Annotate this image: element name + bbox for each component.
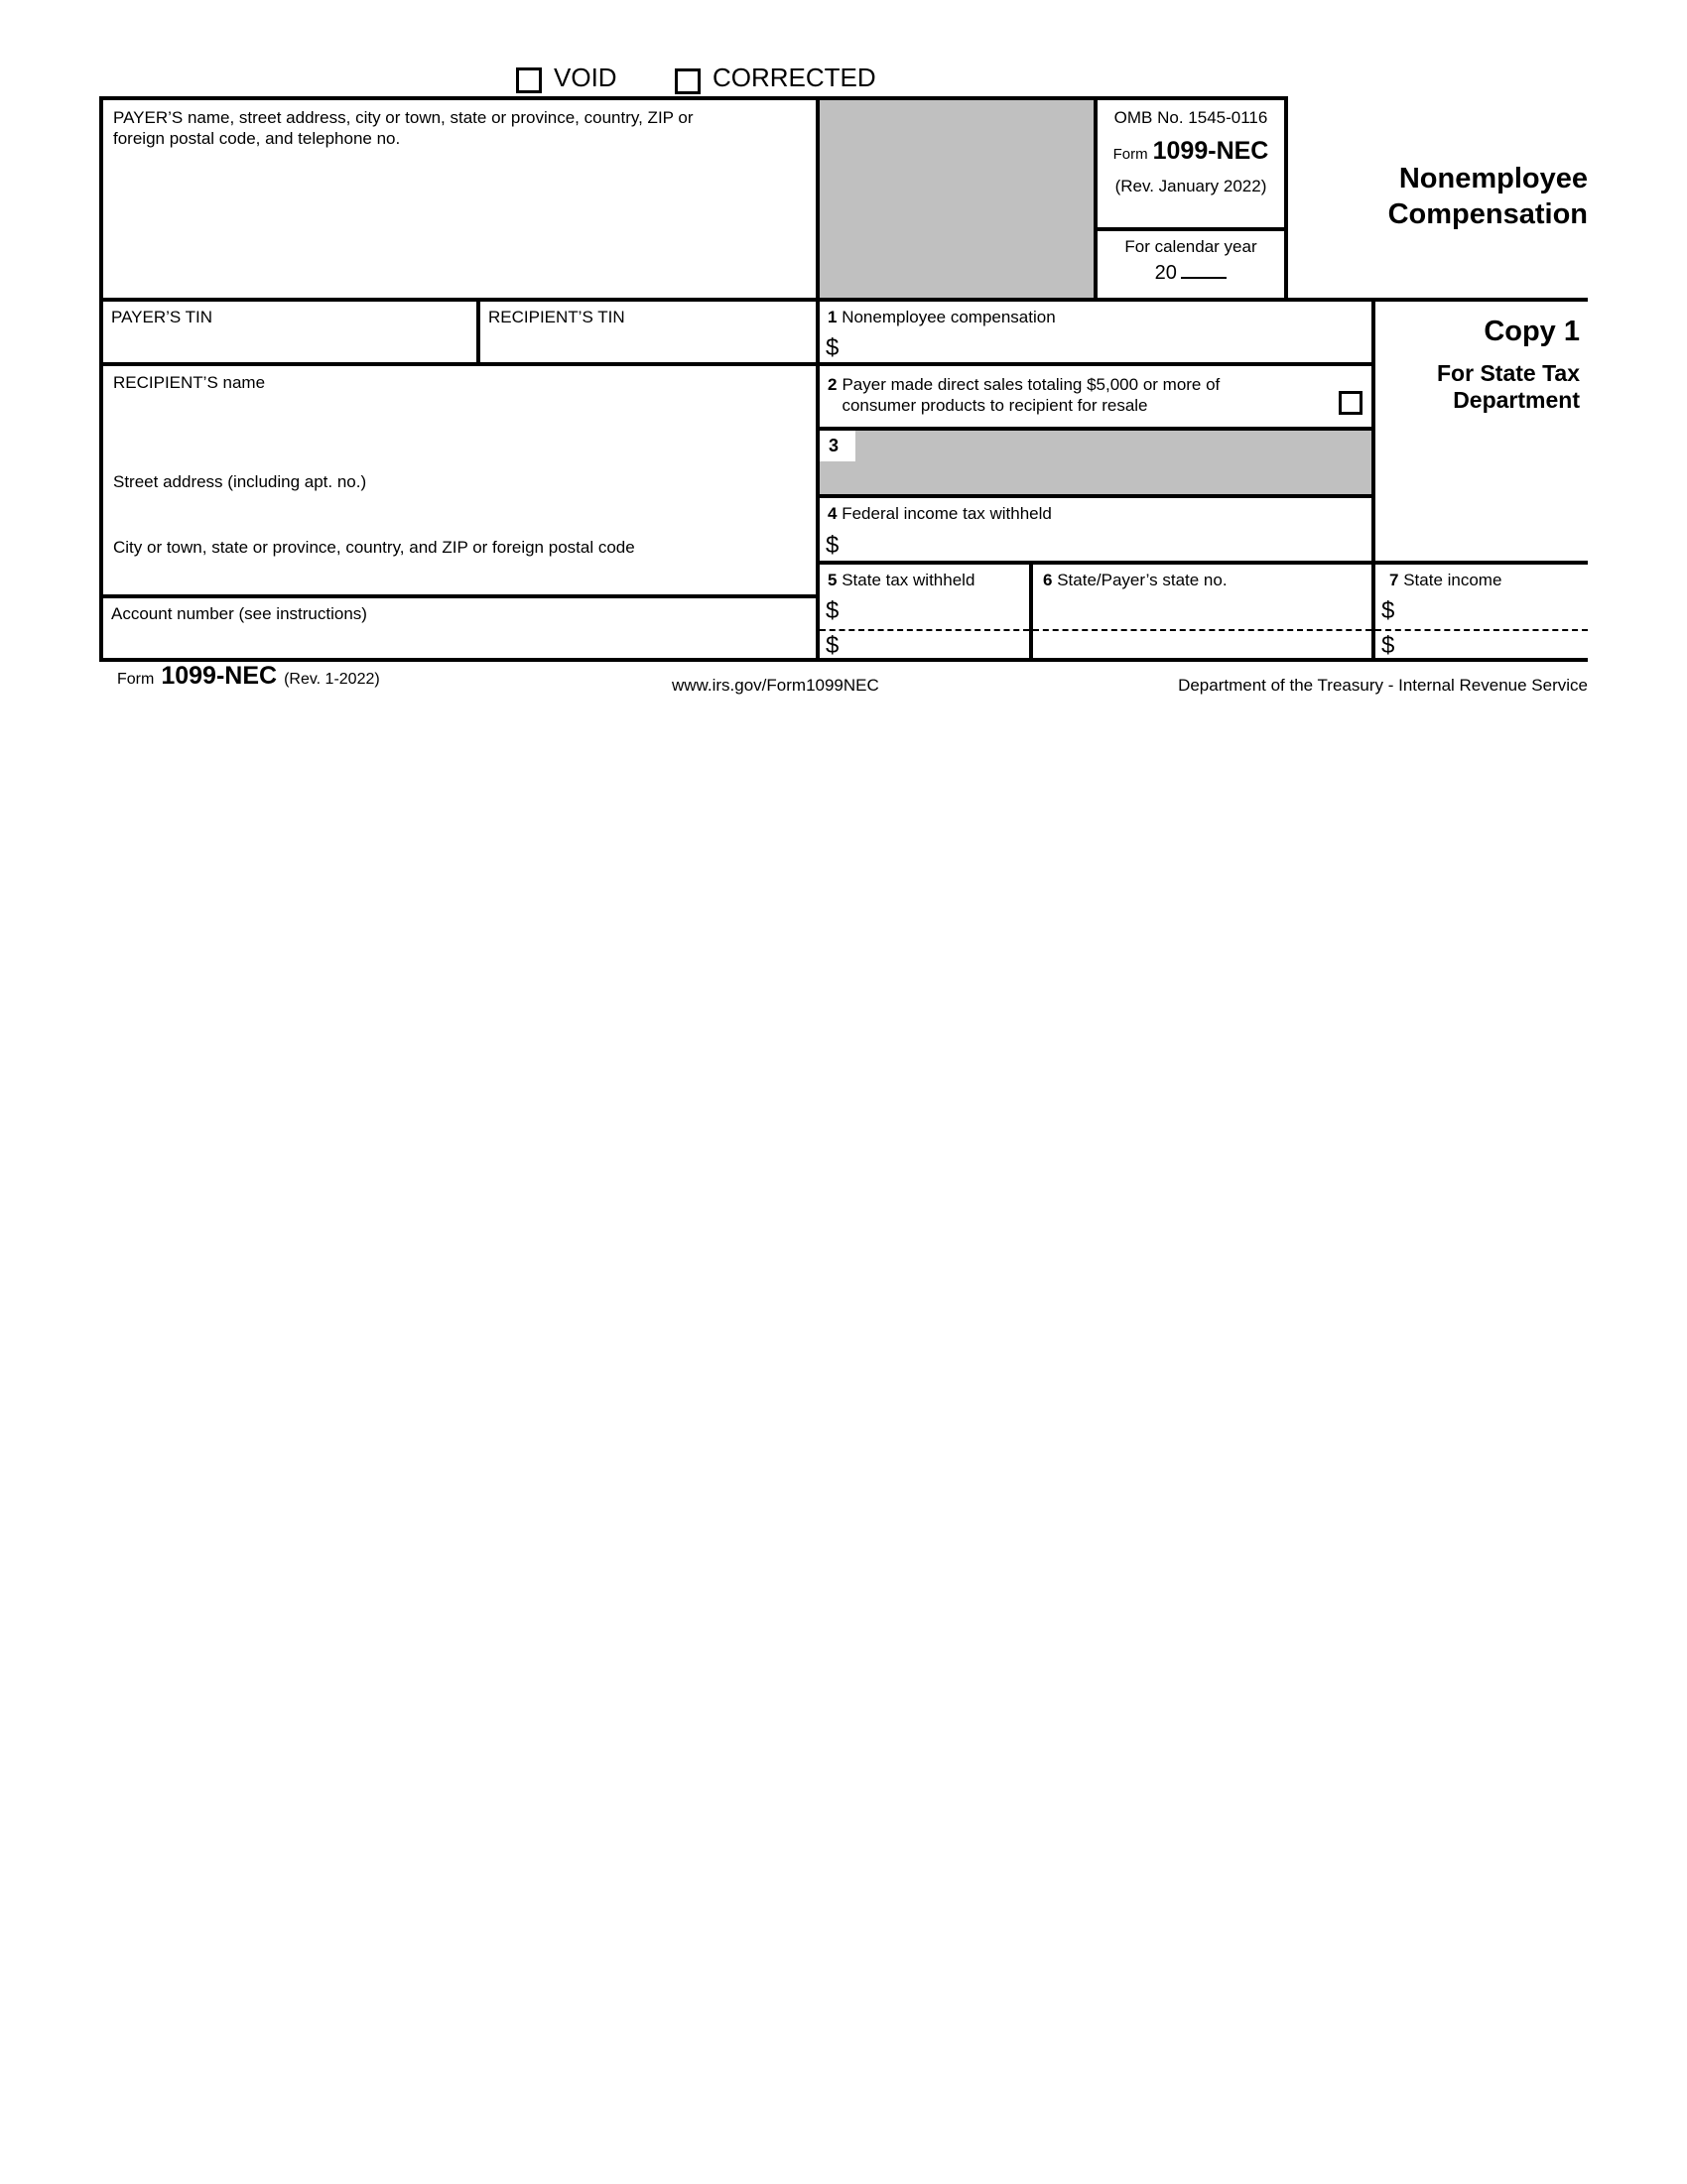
box5-number: 5 xyxy=(828,571,838,589)
copy-for-line1: For State Tax xyxy=(1437,360,1580,386)
box7-state-income[interactable] xyxy=(1371,561,1588,662)
corrected-label: CORRECTED xyxy=(713,63,876,92)
box6-state-payer-number[interactable] xyxy=(1029,561,1371,662)
void-label: VOID xyxy=(554,63,617,92)
box5-text: State tax withheld xyxy=(842,571,975,589)
calendar-year-box[interactable] xyxy=(1094,231,1288,298)
calendar-year-entry[interactable] xyxy=(1098,259,1284,285)
box2-direct-sales xyxy=(816,362,1371,427)
payer-info-box[interactable] xyxy=(99,96,816,298)
box4-text: Federal income tax withheld xyxy=(842,504,1052,523)
box5-label xyxy=(828,570,1021,590)
box7-dollar-top: $ xyxy=(1381,597,1395,624)
box6-text: State/Payer’s state no. xyxy=(1057,571,1228,589)
void-checkbox[interactable] xyxy=(516,67,542,93)
box7-label xyxy=(1389,570,1580,590)
payer-tin-box[interactable] xyxy=(99,298,476,362)
footer-form-number: 1099-NEC xyxy=(161,662,278,690)
footer-form-word: Form xyxy=(117,671,155,688)
form-number: 1099-NEC xyxy=(1152,137,1269,165)
revision-label: (Rev. January 2022) xyxy=(1114,177,1267,195)
box4-label xyxy=(828,503,1363,524)
recipient-name-label: RECIPIENT’S name xyxy=(113,373,266,392)
form-title-line1: Nonemployee xyxy=(1398,163,1588,194)
gray-filler-block xyxy=(816,96,1094,298)
box7-number: 7 xyxy=(1389,571,1399,589)
omb-number: OMB No. 1545-0116 xyxy=(1113,108,1268,127)
recipient-tin-label: RECIPIENT’S TIN xyxy=(488,308,625,326)
street-address-label: Street address (including apt. no.) xyxy=(113,472,367,491)
copy-block xyxy=(1375,302,1588,414)
corrected-checkbox[interactable] xyxy=(675,68,701,94)
box4-number: 4 xyxy=(828,504,838,523)
box1-number: 1 xyxy=(828,308,838,326)
calendar-year-label: For calendar year xyxy=(1124,237,1257,256)
footer-revision: (Rev. 1-2022) xyxy=(284,671,380,688)
form-title-line2: Compensation xyxy=(1387,198,1588,230)
box7-text: State income xyxy=(1403,571,1502,589)
form-number-line xyxy=(1098,137,1284,166)
box7-dashed-divider xyxy=(1375,629,1588,631)
omb-box xyxy=(1094,96,1288,231)
copy-designation-panel xyxy=(1371,298,1588,561)
footer-agency: Department of the Treasury - Internal Revenue Service xyxy=(1178,676,1588,695)
calendar-year-prefix: 20 xyxy=(1154,262,1177,284)
box1-text: Nonemployee compensation xyxy=(842,308,1056,326)
box6-number: 6 xyxy=(1043,571,1053,589)
box2-text: Payer made direct sales totaling $5,000 or more of consumer products to recipient for resale xyxy=(842,375,1221,415)
box7-dollar-bottom: $ xyxy=(1381,632,1395,659)
box3-shaded xyxy=(816,427,1371,494)
recipient-info-box[interactable] xyxy=(99,362,816,594)
form-title xyxy=(1388,161,1588,232)
box4-federal-tax-withheld[interactable] xyxy=(816,494,1371,561)
box1-nonemployee-compensation[interactable] xyxy=(816,298,1371,362)
box1-label xyxy=(828,307,1363,327)
box3-number: 3 xyxy=(829,436,840,455)
box5-dashed-divider xyxy=(820,629,1029,631)
calendar-year-blank[interactable] xyxy=(1181,259,1227,279)
form-word: Form xyxy=(1112,146,1148,163)
account-number-label: Account number (see instructions) xyxy=(111,604,367,623)
box2-checkbox[interactable] xyxy=(1339,391,1363,415)
box2-number: 2 xyxy=(828,375,838,394)
box3-number-square xyxy=(820,431,855,461)
footer-url: www.irs.gov/Form1099NEC xyxy=(672,676,879,695)
payer-tin-label: PAYER’S TIN xyxy=(111,308,213,326)
payer-info-label: PAYER’S name, street address, city or town, state or province, country, ZIP or foreign postal code, and telephone no. xyxy=(113,108,694,148)
recipient-tin-box[interactable] xyxy=(476,298,816,362)
box1-dollar-sign: $ xyxy=(826,334,840,361)
account-number-box[interactable] xyxy=(99,594,816,662)
box6-label xyxy=(1043,570,1363,590)
footer-form-id xyxy=(117,662,380,690)
copy-label: Copy 1 xyxy=(1484,316,1580,347)
box2-label xyxy=(828,374,1363,416)
box6-dashed-divider xyxy=(1033,629,1371,631)
city-state-zip-label: City or town, state or province, country, and ZIP or foreign postal code xyxy=(113,538,635,557)
copy-for-line2: Department xyxy=(1453,387,1580,413)
box4-dollar-sign: $ xyxy=(826,532,840,559)
box5-dollar-bottom: $ xyxy=(826,632,840,659)
box5-dollar-top: $ xyxy=(826,597,840,624)
box5-state-tax-withheld[interactable] xyxy=(816,561,1029,662)
